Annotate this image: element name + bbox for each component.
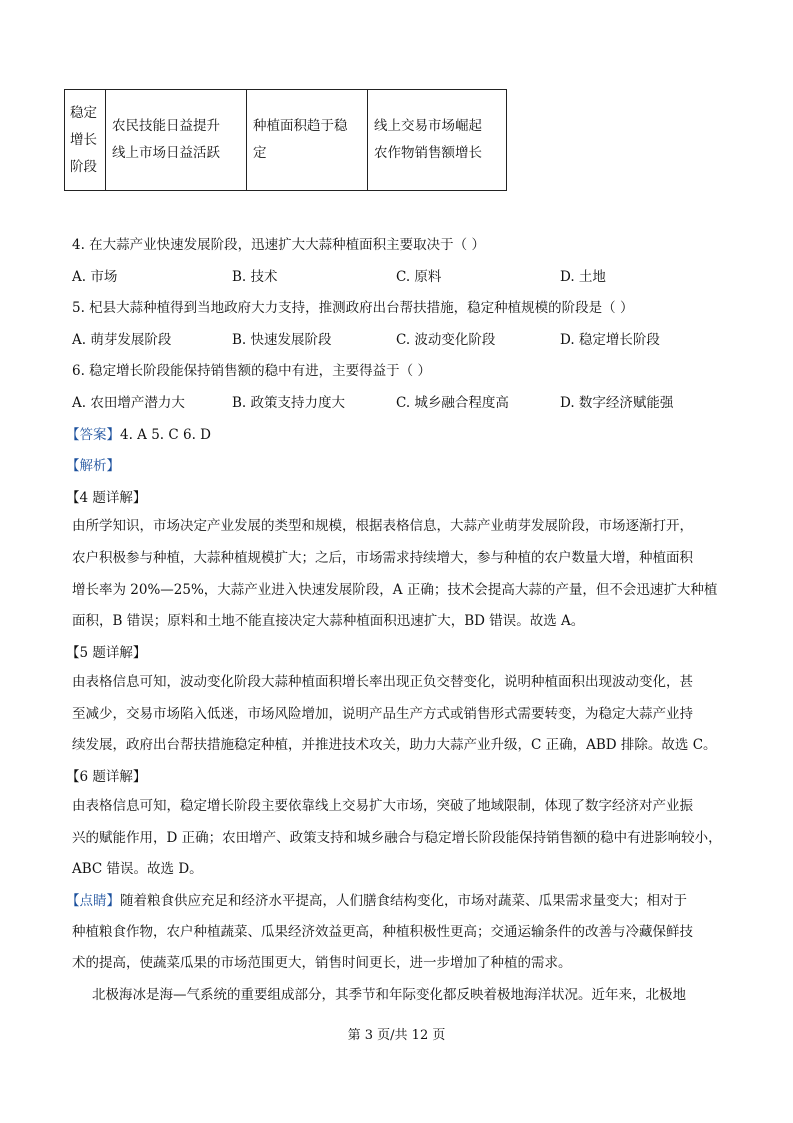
- question-4-option-d: D. 土地: [560, 269, 606, 285]
- question-4-option-b: B. 技术: [232, 269, 278, 285]
- cell-line: 线上交易市场崛起: [374, 118, 482, 134]
- answer-text: 4. A 5. C 6. D: [120, 427, 211, 443]
- detail-4-tag: 【4 题详解】: [66, 490, 147, 506]
- question-5-option-a: A. 萌芽发展阶段: [72, 332, 172, 348]
- analysis-tag: 【解析】: [66, 458, 120, 474]
- detail-5-tag: 【5 题详解】: [66, 645, 147, 661]
- stage-name-line: 增长: [70, 131, 97, 148]
- comment-first-line: [66, 889, 687, 909]
- stage-name-line: 稳定: [70, 104, 97, 121]
- answer-line: [66, 423, 211, 443]
- comment-tag: 【点睛】: [66, 893, 120, 909]
- detail-5-line: 由表格信息可知，波动变化阶段大蒜种植面积增长率出现正负交替变化，说明种植面积出现波动变化，甚: [72, 674, 693, 690]
- comment-line: 种植粮食作物，农户种植蔬菜、瓜果经济效益更高，种植积极性更高；交通运输条件的改善与冷藏保鲜技: [72, 924, 693, 940]
- cell-line: 种植面积趋于稳: [253, 118, 348, 134]
- detail-5-line: 续发展，政府出台帮扶措施稳定种植，并推进技术攻关，助力大蒜产业升级，C 正确，ABD 排除。故选 C。: [72, 737, 717, 753]
- question-5-option-b: B. 快速发展阶段: [232, 332, 332, 348]
- content-body: [66, 0, 732, 1123]
- question-6-option-b: B. 政策支持力度大: [232, 395, 346, 411]
- detail-6-line: ABC 错误。故选 D。: [72, 861, 203, 877]
- question-6-option-c: C. 城乡融合程度高: [396, 395, 509, 411]
- stage-name-line: 阶段: [70, 158, 97, 175]
- answer-tag: 【答案】: [66, 427, 120, 443]
- question-4-stem: 4. 在大蒜产业快速发展阶段，迅速扩大大蒜种植面积主要取决于（ ）: [72, 237, 485, 253]
- question-5-option-d: D. 稳定增长阶段: [560, 332, 660, 348]
- comment-text: 随着粮食供应充足和经济水平提高，人们膳食结构变化，市场对蔬菜、瓜果需求量变大；相对于: [120, 893, 687, 909]
- detail-4-line: 农户积极参与种植，大蒜种植规模扩大；之后，市场需求持续增大，参与种植的农户数量大增，种植面积: [72, 550, 693, 566]
- detail-4-line: 由所学知识，市场决定产业发展的类型和规模，根据表格信息，大蒜产业萌芽发展阶段，市场逐渐打开，: [72, 518, 693, 534]
- cell-line: 农民技能日益提升: [112, 118, 220, 134]
- detail-6-tag: 【6 题详解】: [66, 769, 147, 785]
- cell-line: 线上市场日益活跃: [112, 145, 220, 161]
- question-6-stem: 6. 稳定增长阶段能保持销售额的稳中有进，主要得益于（ ）: [72, 363, 431, 379]
- cell-line: 定: [253, 145, 267, 161]
- question-6-option-d: D. 数字经济赋能强: [560, 395, 674, 411]
- detail-4-line: 增长率为 20%—25%，大蒜产业进入快速发展阶段，A 正确；技术会提高大蒜的产量，但不会迅速扩大种植: [72, 582, 718, 598]
- cell-line: 农作物销售额增长: [374, 145, 482, 161]
- question-4-option-a: A. 市场: [72, 269, 118, 285]
- question-5-option-c: C. 波动变化阶段: [396, 332, 496, 348]
- detail-5-line: 至减少，交易市场陷入低迷，市场风险增加，说明产品生产方式或销售形式需要转变，为稳定大蒜产业持: [72, 706, 693, 722]
- detail-6-line: 由表格信息可知，稳定增长阶段主要依靠线上交易扩大市场，突破了地域限制，体现了数字经济对产业振: [72, 798, 693, 814]
- detail-4-line: 面积，B 错误；原料和土地不能直接决定大蒜种植面积迅速扩大，BD 错误。故选 A。: [72, 613, 585, 629]
- next-passage-line: 北极海冰是海—气系统的重要组成部分，其季节和年际变化都反映着极地海洋状况。近年来，北极地: [92, 987, 686, 1003]
- question-4-option-c: C. 原料: [396, 269, 442, 285]
- question-5-stem: 5. 杞县大蒜种植得到当地政府大力支持，推测政府出台帮扶措施，稳定种植规模的阶段是（ ）: [72, 300, 634, 316]
- question-6-option-a: A. 农田增产潜力大: [72, 395, 185, 411]
- page-footer: 第 3 页/共 12 页: [347, 1028, 446, 1043]
- comment-line: 术的提高，使蔬菜瓜果的市场范围更大，销售时间更长，进一步增加了种植的需求。: [72, 955, 572, 971]
- detail-6-line: 兴的赋能作用，D 正确；农田增产、政策支持和城乡融合与稳定增长阶段能保持销售额的稳中有进影响较小，: [72, 830, 722, 846]
